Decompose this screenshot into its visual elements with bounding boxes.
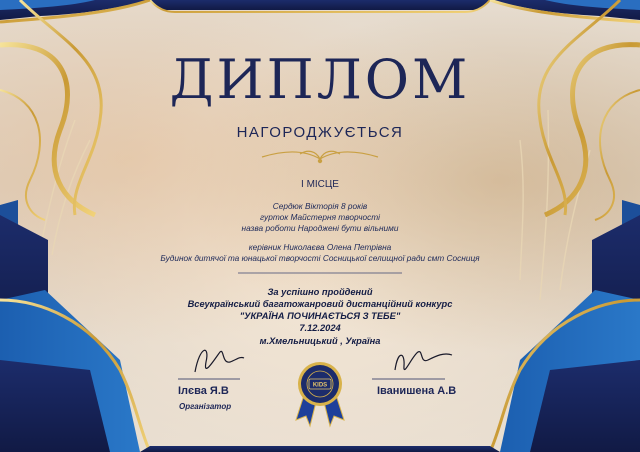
organizer-name: Ілєва Я.В (178, 385, 229, 397)
recipient-work-title: назва роботи Народжені бути вільними (241, 223, 399, 233)
organizer-role: Організатор (179, 402, 232, 411)
supervisor-institution: Будинок дитячої та юнацької творчості Сосницької селищної ради смт Сосниця (160, 253, 480, 263)
place-label: І МІСЦЕ (301, 179, 339, 190)
recipient-name: Сердюк Вікторія 8 років (272, 201, 368, 211)
award-subtitle: НАГОРОДЖУЄТЬСЯ (236, 124, 404, 141)
badge-label: KIDS (312, 382, 328, 389)
second-signatory-name: Іванишена А.В (377, 385, 457, 397)
contest-date: 7.12.2024 (299, 323, 341, 333)
contest-location: м.Хмельницький , Україна (259, 336, 381, 346)
diploma-title: ДИПЛОМ (169, 48, 471, 111)
contest-intro: За успішно пройдений (267, 287, 373, 297)
supervisor-name: керівник Николаєва Олена Петрівна (248, 242, 392, 252)
contest-motto: "УКРАЇНА ПОЧИНАЄТЬСЯ З ТЕБЕ" (239, 311, 401, 321)
contest-name: Всеукраїнський багатожанровий дистанційний конкурс (187, 299, 453, 309)
recipient-club: гурток Майстерня творчості (259, 212, 381, 222)
